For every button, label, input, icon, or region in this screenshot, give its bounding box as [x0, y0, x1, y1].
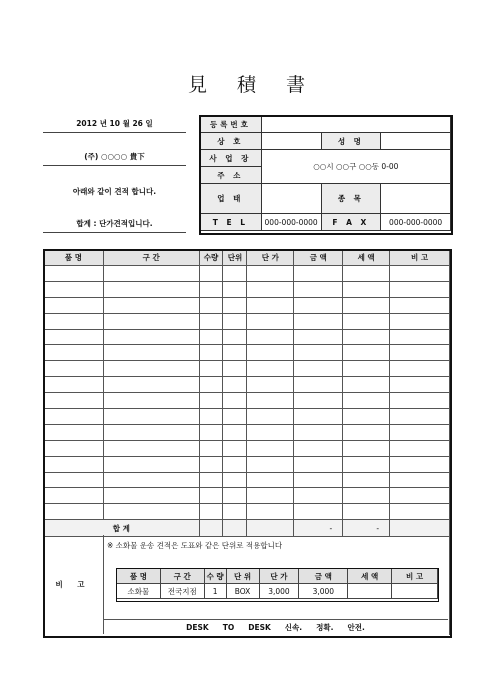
- cell: [247, 520, 294, 537]
- cell: [103, 329, 199, 345]
- cell: [247, 472, 294, 488]
- cell: [223, 424, 247, 440]
- cell: [294, 472, 343, 488]
- cell: [199, 456, 223, 472]
- fax-label: F A X: [321, 214, 381, 231]
- cell: [390, 297, 450, 313]
- greeting-text: 아래와 같이 견적 합니다.: [72, 187, 157, 196]
- cell: [44, 472, 104, 488]
- table-row: [44, 266, 450, 282]
- company-value: [261, 133, 321, 150]
- table-row: [44, 329, 450, 345]
- cell: [247, 424, 294, 440]
- cell: [223, 409, 247, 425]
- cell: [223, 520, 247, 537]
- header-cell: 수 량: [204, 569, 226, 584]
- table-row: [44, 472, 450, 488]
- cell: [247, 488, 294, 504]
- cell: [294, 393, 343, 409]
- business-label: 업 태: [200, 184, 262, 214]
- cell: [343, 424, 390, 440]
- cell: [343, 440, 390, 456]
- cell: [199, 361, 223, 377]
- header-cell: 세 액: [343, 250, 390, 266]
- cell: [294, 297, 343, 313]
- document-title: [0, 70, 495, 97]
- cell: 전국지점: [160, 584, 204, 599]
- cell: [294, 440, 343, 456]
- cell: [390, 377, 450, 393]
- table-row: [44, 345, 450, 361]
- cell: [223, 281, 247, 297]
- cell: [223, 393, 247, 409]
- cell: [343, 456, 390, 472]
- cell: [343, 393, 390, 409]
- slogan-word: 안전.: [347, 623, 365, 632]
- cell: [199, 297, 223, 313]
- table-row: [44, 393, 450, 409]
- cell: [44, 281, 104, 297]
- cell: [223, 456, 247, 472]
- cell: [294, 329, 343, 345]
- table-row: [44, 488, 450, 504]
- tel-label: T E L: [200, 214, 262, 231]
- header-cell: 금 액: [299, 569, 348, 584]
- total-note: 합계 : 단가견적입니다.: [43, 218, 186, 233]
- title-char: 書: [286, 74, 308, 96]
- cell: [343, 361, 390, 377]
- cell: [103, 504, 199, 520]
- cell: [247, 329, 294, 345]
- cell: [294, 345, 343, 361]
- cell: [199, 281, 223, 297]
- cell: [343, 472, 390, 488]
- cell: [44, 266, 104, 282]
- cell: [199, 504, 223, 520]
- cell: [392, 584, 438, 599]
- cell: [199, 345, 223, 361]
- cell: [343, 297, 390, 313]
- tel-value: 000-000-0000: [261, 214, 321, 231]
- cell: [247, 361, 294, 377]
- cell: [294, 409, 343, 425]
- cell: [223, 297, 247, 313]
- header-cell: 구 간: [103, 250, 199, 266]
- cell: [390, 424, 450, 440]
- cell: [44, 297, 104, 313]
- business-value: [261, 184, 321, 214]
- cell: [103, 440, 199, 456]
- cell: [103, 472, 199, 488]
- cell: [44, 440, 104, 456]
- cell: [199, 440, 223, 456]
- sum-tax: -: [343, 520, 390, 537]
- cell: [103, 456, 199, 472]
- cell: [294, 456, 343, 472]
- notes-example-table: [116, 568, 438, 599]
- cell: [103, 409, 199, 425]
- cell: [390, 329, 450, 345]
- cell: [343, 504, 390, 520]
- footer-slogan: [103, 619, 448, 635]
- cell: [294, 281, 343, 297]
- cell: [44, 361, 104, 377]
- cell: [44, 313, 104, 329]
- cell: [223, 440, 247, 456]
- reg-no-label: 등록번호: [200, 116, 262, 133]
- table-row: [44, 361, 450, 377]
- cell: [343, 266, 390, 282]
- header-cell: 단위: [223, 250, 247, 266]
- cell: [348, 584, 392, 599]
- header-cell: 품 명: [117, 569, 161, 584]
- name-label: 성 명: [321, 133, 381, 150]
- cell: [199, 488, 223, 504]
- cell: [390, 266, 450, 282]
- cell: [103, 361, 199, 377]
- table-row: [44, 424, 450, 440]
- cell: [44, 393, 104, 409]
- item-label: 종 목: [321, 184, 381, 214]
- cell: [294, 488, 343, 504]
- cell: [199, 424, 223, 440]
- cell: [390, 456, 450, 472]
- notes-header-row: [117, 569, 438, 584]
- table-row: [44, 377, 450, 393]
- table-row: [44, 409, 450, 425]
- cell: [343, 409, 390, 425]
- table-row: [44, 456, 450, 472]
- cell: 1: [204, 584, 226, 599]
- cell: [247, 281, 294, 297]
- cell: [103, 281, 199, 297]
- cell: 소화물: [117, 584, 161, 599]
- cell: [390, 409, 450, 425]
- cell: [223, 361, 247, 377]
- name-value: [381, 133, 451, 150]
- cell: [44, 345, 104, 361]
- table-row: [44, 504, 450, 520]
- cell: 3,000: [259, 584, 299, 599]
- cell: [390, 488, 450, 504]
- cell: [390, 440, 450, 456]
- cell: [223, 345, 247, 361]
- cell: [343, 377, 390, 393]
- cell: [247, 456, 294, 472]
- cell: [223, 266, 247, 282]
- cell: [390, 281, 450, 297]
- table-row: [44, 440, 450, 456]
- cell: [390, 345, 450, 361]
- slogan-word: 정확.: [316, 623, 334, 632]
- cell: [247, 266, 294, 282]
- cell: [103, 266, 199, 282]
- cell: [44, 329, 104, 345]
- table-row: [44, 281, 450, 297]
- cell: [199, 472, 223, 488]
- cell: [247, 313, 294, 329]
- table-row: [44, 313, 450, 329]
- cell: [44, 488, 104, 504]
- cell: [44, 504, 104, 520]
- cell: [199, 313, 223, 329]
- cell: [343, 313, 390, 329]
- cell: [103, 488, 199, 504]
- cell: [199, 393, 223, 409]
- cell: [294, 313, 343, 329]
- cell: [390, 520, 450, 537]
- cell: [343, 345, 390, 361]
- header-cell: 수량: [199, 250, 223, 266]
- slogan-word: DESK: [248, 623, 271, 632]
- cell: [223, 472, 247, 488]
- cell: [199, 266, 223, 282]
- cell: [223, 329, 247, 345]
- header-cell: 구 간: [160, 569, 204, 584]
- cell: [199, 520, 223, 537]
- company-label: 상 호: [200, 133, 262, 150]
- cell: [199, 377, 223, 393]
- sum-row: [44, 520, 450, 537]
- sum-label: 합 계: [44, 520, 200, 537]
- cell: [44, 424, 104, 440]
- header-cell: 단 가: [259, 569, 299, 584]
- items-header-row: [44, 250, 450, 266]
- slogan-word: 신속.: [284, 623, 303, 632]
- title-char: 積: [236, 74, 258, 96]
- cell: [223, 377, 247, 393]
- header-cell: 품 명: [44, 250, 104, 266]
- cell: [390, 361, 450, 377]
- cell: [294, 361, 343, 377]
- cell: [223, 313, 247, 329]
- cell: BOX: [226, 584, 259, 599]
- cell: [247, 345, 294, 361]
- title-char: 見: [187, 74, 209, 96]
- header-cell: 단 위: [226, 569, 259, 584]
- quote-date: 2012 년 10 월 26 일: [43, 118, 186, 133]
- cell: [294, 266, 343, 282]
- sum-amount: -: [294, 520, 343, 537]
- address-value: ○○시 ○○구 ○○동 0-00: [261, 150, 450, 184]
- header-cell: 비 고: [392, 569, 438, 584]
- cell: [247, 409, 294, 425]
- cell: [199, 329, 223, 345]
- cell: [247, 393, 294, 409]
- cell: [103, 297, 199, 313]
- cell: [103, 424, 199, 440]
- address-label-1: 사 업 장: [200, 150, 262, 167]
- cell: [390, 393, 450, 409]
- header-cell: 세 액: [348, 569, 392, 584]
- cell: [44, 409, 104, 425]
- address-label-2: 주 소: [200, 167, 262, 184]
- reg-no-value: [261, 116, 450, 133]
- table-row: [44, 297, 450, 313]
- cell: [223, 504, 247, 520]
- cell: [247, 440, 294, 456]
- notes-data-row: [117, 584, 438, 599]
- notes-text: ※ 소화물 운송 견적은 도표와 같은 단위로 적용합니다: [107, 541, 283, 550]
- cell: [294, 377, 343, 393]
- cell: [390, 472, 450, 488]
- cell: [44, 377, 104, 393]
- cell: [103, 377, 199, 393]
- cell: [247, 504, 294, 520]
- fax-value: 000-000-0000: [381, 214, 451, 231]
- cell: [247, 297, 294, 313]
- cell: [294, 424, 343, 440]
- cell: [44, 456, 104, 472]
- cell: [343, 329, 390, 345]
- header-cell: 비 고: [390, 250, 450, 266]
- cell: [343, 488, 390, 504]
- cell: [223, 488, 247, 504]
- cell: [390, 313, 450, 329]
- notes-label: 비 고: [43, 535, 104, 634]
- header-cell: 금 액: [294, 250, 343, 266]
- slogan-word: DESK: [186, 623, 209, 632]
- supplier-table: [199, 115, 451, 231]
- cell: [343, 281, 390, 297]
- recipient: (주) ○○○○ 貴下: [43, 151, 186, 166]
- cell: [390, 504, 450, 520]
- cell: [103, 393, 199, 409]
- header-cell: 단 가: [247, 250, 294, 266]
- item-value: [381, 184, 451, 214]
- cell: [199, 409, 223, 425]
- cell: [294, 504, 343, 520]
- cell: [247, 377, 294, 393]
- cell: [103, 345, 199, 361]
- cell: 3,000: [299, 584, 348, 599]
- slogan-word: TO: [222, 623, 235, 632]
- cell: [103, 313, 199, 329]
